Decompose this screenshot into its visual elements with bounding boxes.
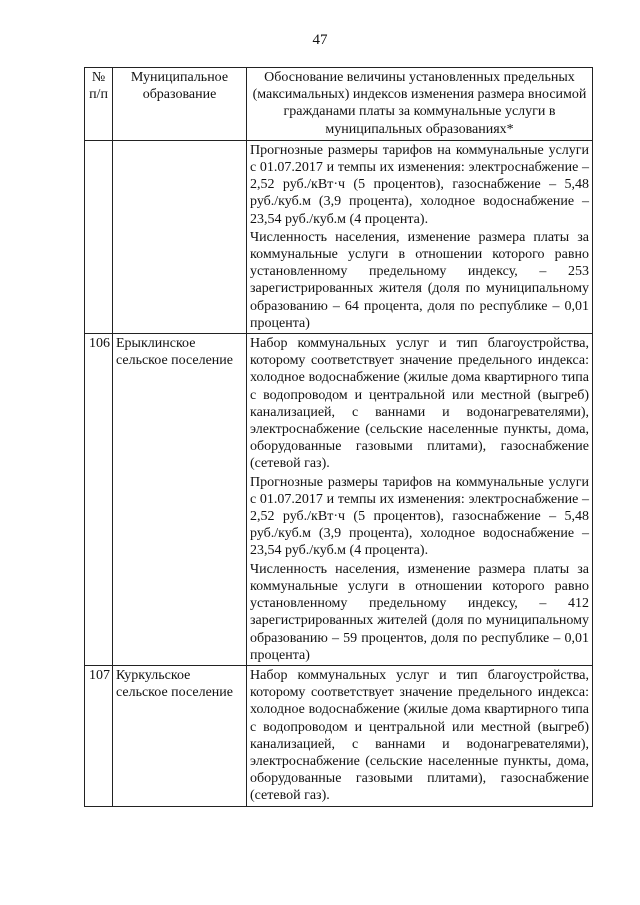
justification-paragraph: Набор коммунальных услуг и тип благоустройства, которому соответствует значение предельного индекса: холодное водоснабжение (жилые дома квартирного типа с водопроводом и центральной или местной (выгреб) канализацией, с ваннами и водонагревателями), электроснабжение (сельские населенные пункты, дома, оборудованные газовыми плитами), газоснабжение (сетевой газ).: [250, 667, 589, 804]
justification-paragraph: Численность населения, изменение размера платы за коммунальные услуги в отношении которого равно установленному предельному индексу, – 412 зарегистрированных жителей (доля по муниципальному образованию – 59 процентов, доля по республике – 0,01 процента): [250, 561, 589, 663]
justification-paragraph: Прогнозные размеры тарифов на коммунальные услуги с 01.07.2017 и темпы их изменения: электроснабжение – 2,52 руб./кВт·ч (5 процентов), газоснабжение – 5,48 руб./куб.м (3,9 процента), холодное водоснабжение – 23,54 руб./куб.м (4 процента).: [250, 142, 589, 227]
row-justification: [247, 334, 593, 666]
row-justification: [247, 140, 593, 333]
row-municipality: Ерыклинское сельское поселение: [113, 334, 247, 666]
header-number: № п/п: [85, 68, 113, 141]
justification-paragraph: Прогнозные размеры тарифов на коммунальные услуги с 01.07.2017 и темпы их изменения: электроснабжение – 2,52 руб./кВт·ч (5 процентов), газоснабжение – 5,48 руб./куб.м (3,9 процента), холодное водоснабжение – 23,54 руб./куб.м (4 процента).: [250, 474, 589, 559]
table-row: [85, 665, 593, 806]
tariff-index-table: [84, 67, 593, 807]
table-row: [85, 140, 593, 333]
row-number: 106: [85, 334, 113, 666]
row-justification: [247, 665, 593, 806]
header-justification: Обоснование величины установленных предельных (максимальных) индексов изменения размера вносимой гражданами платы за коммунальные услуги в муниципальных образованиях*: [247, 68, 593, 141]
row-number: [85, 140, 113, 333]
table-header-row: [85, 68, 593, 141]
page-number: 47: [312, 32, 328, 48]
row-municipality: Куркульское сельское поселение: [113, 665, 247, 806]
row-municipality: [113, 140, 247, 333]
row-number: 107: [85, 665, 113, 806]
table-row: [85, 334, 593, 666]
header-municipality: Муниципальное образование: [113, 68, 247, 141]
justification-paragraph: Набор коммунальных услуг и тип благоустройства, которому соответствует значение предельного индекса: холодное водоснабжение (жилые дома квартирного типа с водопроводом и центральной или местной (выгреб) канализацией, с ваннами и водонагревателями), электроснабжение (сельские населенные пункты, дома, оборудованные газовыми плитами), газоснабжение (сетевой газ).: [250, 336, 589, 472]
justification-paragraph: Численность населения, изменение размера платы за коммунальные услуги в отношении которого равно установленному предельному индексу, – 253 зарегистрированных жителя (доля по муниципальному образованию – 64 процента, доля по республике – 0,01 процента): [250, 229, 589, 331]
